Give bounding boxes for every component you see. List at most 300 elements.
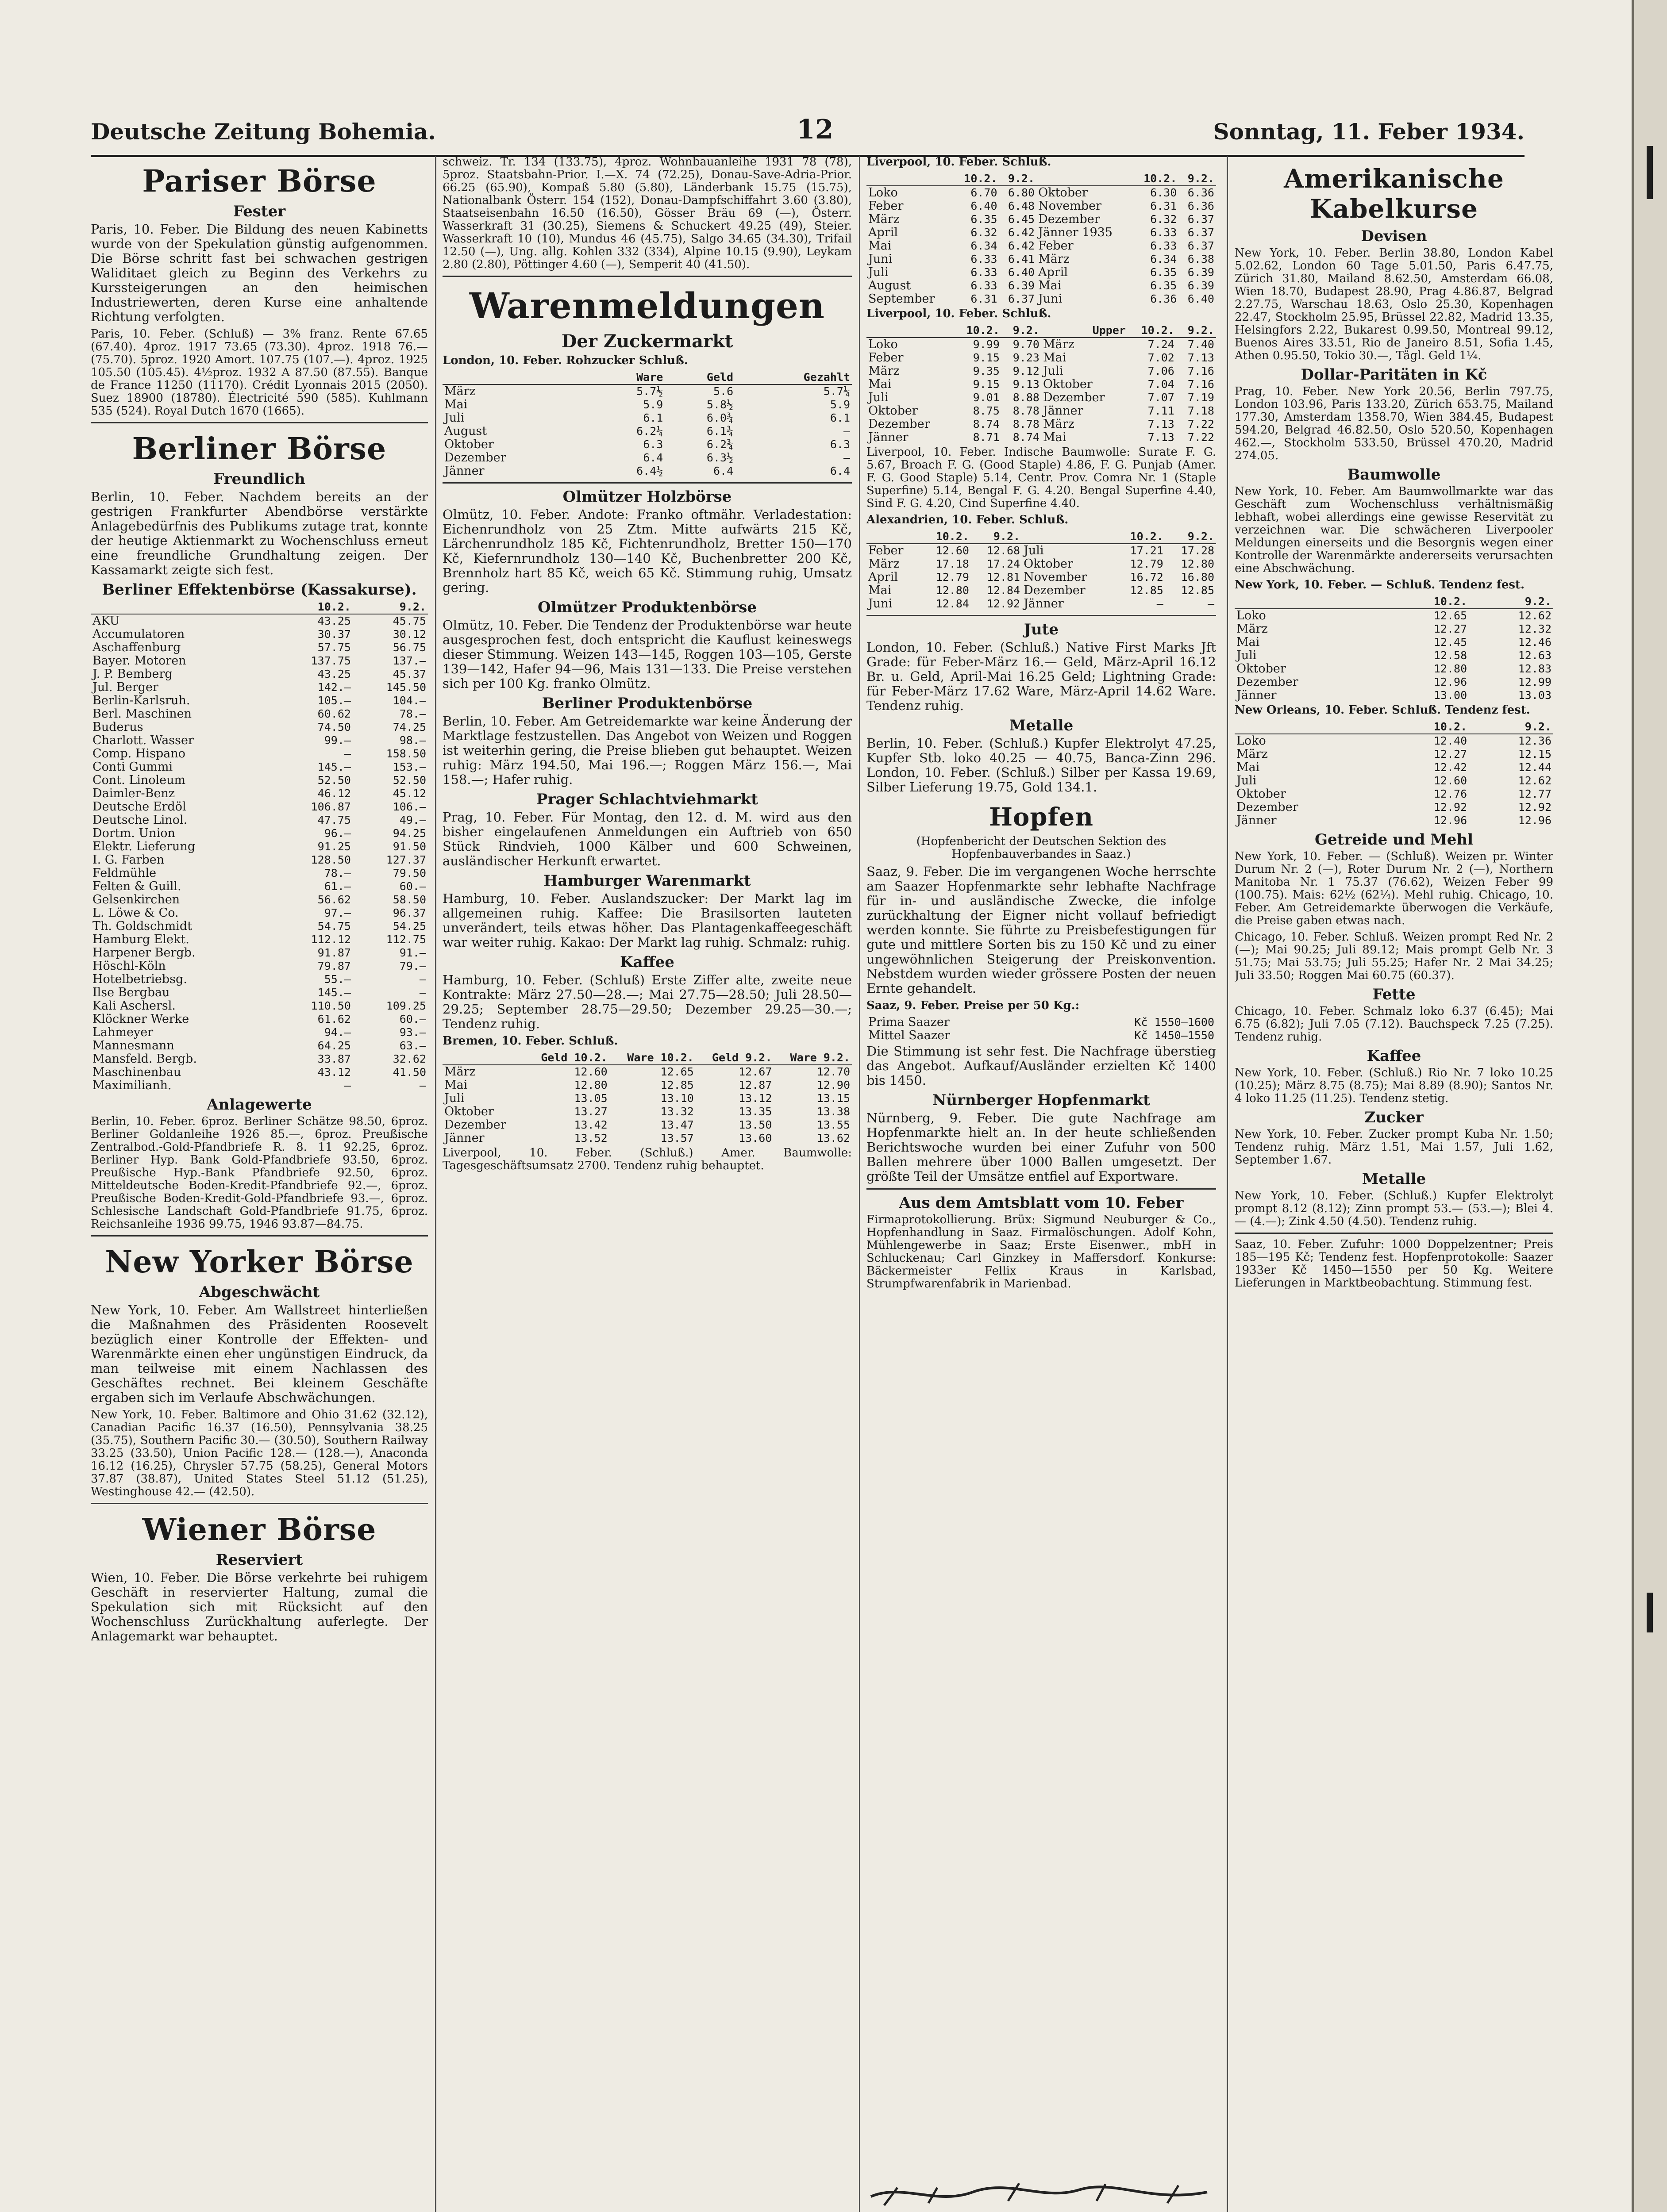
table-row xyxy=(866,584,1216,597)
table-row xyxy=(866,253,1216,266)
table-cell: 7.19 xyxy=(1187,391,1214,404)
table-row xyxy=(443,1132,852,1145)
table-cell: 7.04 xyxy=(1147,378,1174,391)
table-row xyxy=(1235,622,1553,636)
table-cell: 6.30 xyxy=(1150,186,1177,199)
table-cell: Cont. Linoleum xyxy=(92,773,186,787)
binding-mark xyxy=(1647,146,1653,199)
table-cell: Dezember xyxy=(444,1118,506,1132)
table-cell: 142.— xyxy=(317,681,351,694)
table-row xyxy=(866,266,1216,279)
table-cell: Charlott. Wasser xyxy=(92,733,194,747)
table-cell: 6.33 xyxy=(970,253,997,265)
table-cell: Berlin-Karlsruh. xyxy=(92,694,190,707)
table-cell: 13.27 xyxy=(574,1105,608,1118)
table-cell: 12.58 xyxy=(1433,649,1467,662)
table-cell: 6.40 xyxy=(970,200,997,212)
table-cell: 6.1 xyxy=(830,411,850,424)
table-cell: Oktober xyxy=(1236,787,1286,801)
table-cell: 127.37 xyxy=(386,853,426,866)
table-header-cell: 10.2. xyxy=(277,600,353,614)
table-cell: April xyxy=(868,570,898,584)
table-cell: 6.35 xyxy=(1150,266,1177,279)
cotton-table xyxy=(866,530,1216,611)
table-header-cell: Geld 10.2. xyxy=(523,1051,609,1065)
table-cell: 5.7¼ xyxy=(823,385,850,398)
table-cell: Loko xyxy=(868,338,898,351)
table-caption: Liverpool, 10. Feber. Schluß. xyxy=(866,156,1051,169)
table-cell: 60.— xyxy=(399,880,426,893)
table-cell: Jänner xyxy=(444,1131,485,1145)
table-cell: Feber xyxy=(1038,239,1074,253)
table-row xyxy=(91,1066,428,1079)
section-subtitle: Kaffee xyxy=(620,953,674,971)
table-cell: 6.80 xyxy=(1008,186,1035,199)
table-caption: Alexandrien, 10. Feber. Schluß. xyxy=(866,513,1069,526)
table-cell: 104.— xyxy=(393,694,426,707)
binding-mark xyxy=(1647,1593,1653,1632)
table-cell: Feber xyxy=(868,199,904,213)
table-row xyxy=(91,920,428,933)
table-cell: 12.79 xyxy=(936,571,969,584)
table-cell: 12.77 xyxy=(1518,787,1552,800)
table-header-cell: 10.2. xyxy=(1133,172,1178,186)
table-cell: 12.80 xyxy=(574,1079,608,1091)
table-cell: 6.31 xyxy=(970,292,997,305)
table-row xyxy=(866,200,1216,213)
table-cell: Juli xyxy=(444,1091,465,1105)
table-cell: 7.06 xyxy=(1147,365,1174,377)
table-cell: 145.— xyxy=(317,986,351,999)
table-cell: Mai xyxy=(1038,279,1062,292)
table-cell: 106.— xyxy=(393,800,426,813)
section-subtitle: Fette xyxy=(1372,986,1416,1003)
table-cell: 56.75 xyxy=(393,641,426,654)
table-row xyxy=(91,814,428,827)
divider xyxy=(866,615,1216,616)
article-text: London, 10. Feber. (Schluß.) Native First Marks Jft Grade: für Feber-März 16.— Geld, März-April 16.12 Br. u. Geld, April-Mai 16.25 Geld; Lightning Grade: für Feber-März 17.62 Ware, März-April 14.62 Ware. Tendenz ruhig. xyxy=(866,640,1216,713)
table-cell: 8.74 xyxy=(1013,431,1039,444)
table-cell: März xyxy=(1038,252,1070,266)
table-cell: Aschaffenburg xyxy=(92,641,181,654)
table-cell: 6.1 xyxy=(643,411,663,424)
table-cell: Jänner xyxy=(1024,597,1064,611)
table-cell: März xyxy=(444,1065,476,1079)
table-cell: 12.92 xyxy=(1433,801,1467,814)
table-row xyxy=(866,279,1216,292)
table-cell: 112.75 xyxy=(386,933,426,946)
table-header-cell: Geld xyxy=(665,371,735,384)
table-cell: Juni xyxy=(1038,292,1063,306)
table-cell: 13.60 xyxy=(739,1132,772,1144)
table-row xyxy=(91,800,428,814)
table-cell: — xyxy=(419,986,426,999)
table-cell: 79.— xyxy=(399,960,426,972)
section-title: Warenmeldungen xyxy=(469,285,825,326)
table-row xyxy=(91,614,428,628)
table-cell: 43.12 xyxy=(317,1066,351,1079)
table-cell: 79.87 xyxy=(317,960,351,972)
table-cell: 96.— xyxy=(324,827,351,840)
table-row xyxy=(91,999,428,1013)
table-cell: 110.50 xyxy=(311,999,351,1012)
table-header-cell xyxy=(443,1051,523,1065)
table-cell: 7.02 xyxy=(1147,351,1174,364)
table-cell: Juli xyxy=(444,411,465,425)
table-cell: 12.92 xyxy=(1518,801,1552,814)
table-cell: 6.36 xyxy=(1187,186,1214,199)
table-cell: 12.60 xyxy=(936,544,969,557)
hops-price-table xyxy=(866,1016,1216,1042)
table-header-cell: 9.2. xyxy=(1469,720,1553,734)
table-cell: 9.35 xyxy=(973,365,1000,377)
table-row xyxy=(866,292,1216,306)
table-row xyxy=(91,1013,428,1026)
table-cell: 94.— xyxy=(324,1026,351,1039)
table-cell: 8.78 xyxy=(1013,418,1039,430)
article-text: Paris, 10. Feber. Die Bildung des neuen Kabinetts wurde von der Spekulation günstig aufgenommen. Die Börse schritt fast bei schwachen gestrigen Waliditaet gleich zu Beginn des Verkehrs zu Kurssteigerungen an den heimischen Industriewerten, deren Kurse eine anhaltende Richtung verfolgten. xyxy=(91,222,428,324)
table-cell: — xyxy=(1156,597,1163,610)
column-1 xyxy=(91,156,428,2212)
table-cell: 78.— xyxy=(324,867,351,879)
table-cell: 7.16 xyxy=(1187,365,1214,377)
table-cell: 6.36 xyxy=(1150,292,1177,305)
table-row xyxy=(91,880,428,893)
table-row xyxy=(91,694,428,707)
table-cell: April xyxy=(868,226,898,239)
table-header-cell: 9.2. xyxy=(971,530,1022,544)
divider xyxy=(91,1235,428,1237)
table-cell: 12.85 xyxy=(1181,584,1214,597)
table-header-cell: 10.2. xyxy=(953,172,999,186)
table-row xyxy=(1235,734,1553,748)
table-cell: 13.57 xyxy=(660,1132,694,1144)
table-cell: März xyxy=(1236,747,1268,761)
table-cell: 30.12 xyxy=(393,628,426,641)
table-cell: 12.27 xyxy=(1433,622,1467,635)
table-cell: 7.13 xyxy=(1147,418,1174,430)
table-cell: 93.— xyxy=(399,1026,426,1039)
column-2 xyxy=(443,156,852,2212)
table-cell: 63.— xyxy=(399,1039,426,1052)
table-cell: 7.13 xyxy=(1187,351,1214,364)
section-title: Berliner Börse xyxy=(132,431,387,467)
table-cell: März xyxy=(868,212,900,226)
table-cell: 52.50 xyxy=(317,774,351,787)
table-cell: Oktober xyxy=(1043,377,1093,391)
table-row xyxy=(443,451,852,465)
table-row xyxy=(866,404,1216,418)
table-row xyxy=(443,425,852,438)
table-cell: Juli xyxy=(1043,364,1063,378)
cotton-table xyxy=(1235,595,1553,702)
table-cell: Jänner xyxy=(1043,404,1083,418)
section-subtitle: Berliner Produktenbörse xyxy=(542,695,753,712)
table-cell: Th. Goldschmidt xyxy=(92,919,192,933)
table-row xyxy=(866,351,1216,365)
stock-table xyxy=(91,600,428,1092)
table-cell: 7.07 xyxy=(1147,391,1174,404)
article-text: New York, 10. Feber. Zucker prompt Kuba Nr. 1.50; Tendenz ruhig. März 1.51, Mai 1.57, Juli 1.62, September 1.67. xyxy=(1235,1128,1553,1167)
table-cell: 12.32 xyxy=(1518,622,1552,635)
table-row xyxy=(91,960,428,973)
table-cell: 12.15 xyxy=(1518,748,1552,760)
article-text: Prag, 10. Feber. Für Montag, den 12. d. M. wird aus den bisher eingelaufenen Anmeldungen ein Auftrieb von 650 Stück Rindvieh, 1000 Kälber und 600 Schweinen, ausländischer Herkunft erwartet. xyxy=(443,810,852,868)
table-cell: 12.40 xyxy=(1433,734,1467,747)
table-row xyxy=(1235,662,1553,676)
table-cell: 6.35 xyxy=(1150,279,1177,292)
section-subtitle: Nürnberger Hopfenmarkt xyxy=(932,1091,1150,1109)
section-subtitle: Metalle xyxy=(1362,1170,1426,1188)
table-cell: November xyxy=(1024,570,1087,584)
table-cell: 61.— xyxy=(324,880,351,893)
table-cell: 158.50 xyxy=(386,747,426,760)
page-binding-edge xyxy=(1632,0,1667,2212)
table-cell: 94.25 xyxy=(393,827,426,840)
table-cell: 12.65 xyxy=(660,1065,694,1078)
table-header-row xyxy=(443,1051,852,1065)
table-cell: — xyxy=(419,973,426,986)
table-cell: 12.99 xyxy=(1518,676,1552,688)
section-subtitle: (Hopfenbericht der Deutschen Sektion des Hopfenbauverbandes in Saaz.) xyxy=(916,835,1167,861)
article-text: Die Stimmung ist sehr fest. Die Nachfrage überstieg das Angebot. Aufkauf/Ausländer erzielten Kč 1400 bis 1450. xyxy=(866,1044,1216,1088)
table-cell: 13.15 xyxy=(816,1092,850,1105)
table-cell: 91.— xyxy=(399,946,426,959)
table-row xyxy=(1235,649,1553,662)
table-cell: 6.45 xyxy=(1008,213,1035,226)
table-row xyxy=(91,641,428,654)
table-cell: — xyxy=(843,425,850,438)
table-header-cell: Ware 9.2. xyxy=(774,1051,852,1065)
cotton-table xyxy=(443,1051,852,1145)
table-cell: 7.13 xyxy=(1147,431,1174,444)
table-row xyxy=(1235,748,1553,761)
table-cell: 9.99 xyxy=(973,338,1000,351)
article-text: Hamburg, 10. Feber. Auslandszucker: Der Markt lag im allgemeinen ruhig. Kaffee: Die Brasilsorten lauteten unverändert, teils etwas höher. Das Plantagenkaffeegeschäft war weiter ruhig. Kakao: Der Markt lag ruhig. Schmalz: ruhig. xyxy=(443,891,852,950)
table-cell: 61.62 xyxy=(317,1013,351,1025)
article-text: Firmaprotokollierung. Brüx: Sigmund Neuburger & Co., Hopfenhandlung in Saaz. Firmalöschungen. Adolf Kohn, Mühlengewerbe in Saaz; Erste Eisenwer., mbH in Schluckenau; Carl Ginzkey in Maffersdorf. Konkurse: Bäckermeister Fellix Kraus in Karlsbad, Strumpfwarenfabrik in Marienbad. xyxy=(866,1213,1216,1290)
table-row xyxy=(1235,761,1553,774)
table-row xyxy=(443,1065,852,1079)
section-subtitle: Baumwolle xyxy=(1347,466,1441,484)
table-cell: Juli xyxy=(868,265,889,279)
table-cell: 60.62 xyxy=(317,707,351,720)
table-cell: — xyxy=(843,451,850,464)
table-cell: 6.39 xyxy=(1187,279,1214,292)
table-cell: 12.85 xyxy=(660,1079,694,1091)
table-cell: 54.25 xyxy=(393,920,426,933)
table-cell: 54.75 xyxy=(317,920,351,933)
table-header-cell xyxy=(866,172,953,186)
binding-shadow xyxy=(1632,0,1634,2212)
table-row xyxy=(91,893,428,906)
table-cell: 64.25 xyxy=(317,1039,351,1052)
table-row xyxy=(91,1039,428,1052)
table-cell: 6.35 xyxy=(970,213,997,226)
article-text: New York, 10. Feber. (Schluß.) Kupfer Elektrolyt prompt 8.12 (8.12); Zinn prompt 53.— (53.—); Blei 4.— (4.—); Zink 4.50 (4.50). Tendenz ruhig. xyxy=(1235,1189,1553,1228)
article-text: New York, 10. Feber. Baltimore and Ohio 31.62 (32.12), Canadian Pacific 16.37 (16.50), Pennsylvania 38.25 (35.75), Southern Pacific 30.— (30.50), Southern Railway 33.25 (33.50), Union Pacific 128.— (128.—), Anaconda 16.12 (16.25), Chrysler 57.75 (58.25), General Motors 37.87 (38.87), United States Steel 51.12 (51.25), Westinghouse 42.— (42.50). xyxy=(91,1408,428,1498)
table-header-cell: 9.2. xyxy=(1178,172,1216,186)
table-cell: Juni xyxy=(868,252,893,266)
table-caption: New Orleans, 10. Feber. Schluß. Tendenz fest. xyxy=(1235,703,1530,717)
section-title: Hopfen xyxy=(989,803,1093,832)
table-cell: 12.90 xyxy=(816,1079,850,1091)
article-text: New York, 10. Feber. Berlin 38.80, London Kabel 5.02.62, London 60 Tage 5.01.50, Paris 6.47.75, Zürich 31.80, Mailand 8.62.50, Amsterdam 66.08, Wien 18.70, Budapest 28.90, Prag 4.86.87, Belgrad 2.27.75, Warschau 18.63, Oslo 25.30, Kopenhagen 22.47, Stockholm 25.95, Brüssel 22.82, Madrid 13.35, Helsingfors 2.22, Bukarest 0.99.50, Montreal 99.12, Buenos Aires 33.51, Rio de Janeiro 8.51, Sofia 1.45, Athen 0.95.50, Tokio 30.—, Tägl. Geld 1¼. xyxy=(1235,246,1553,362)
table-row xyxy=(91,774,428,787)
table-cell: 12.92 xyxy=(986,597,1020,610)
table-cell: 56.62 xyxy=(317,893,351,906)
section-subtitle: Aus dem Amtsblatt vom 10. Feber xyxy=(899,1194,1184,1212)
table-header-cell: 10.2. xyxy=(1384,720,1469,734)
table-cell: — xyxy=(419,1079,426,1092)
table-cell: Mannesmann xyxy=(92,1039,174,1052)
table-cell: Dezember xyxy=(1038,212,1100,226)
table-cell: 6.41 xyxy=(1008,253,1035,265)
table-cell: Kč 1550—1600 xyxy=(1134,1016,1214,1029)
table-cell: 7.18 xyxy=(1187,404,1214,417)
table-header-cell: 10.2. xyxy=(953,324,1001,338)
table-cell: 9.23 xyxy=(1013,351,1039,364)
section-title: New Yorker Börse xyxy=(105,1244,414,1280)
table-row xyxy=(91,986,428,999)
table-cell: 12.60 xyxy=(1433,774,1467,787)
table-cell: Mai xyxy=(444,398,468,411)
table-cell: 12.45 xyxy=(1433,636,1467,649)
table-cell: Lahmeyer xyxy=(92,1025,154,1039)
table-header-cell: Upper xyxy=(1041,324,1128,338)
table-cell: 9.01 xyxy=(973,391,1000,404)
table-row xyxy=(866,1016,1216,1029)
table-cell: Loko xyxy=(868,186,898,200)
article-text: Liverpool, 10. Feber. Indische Baumwolle: Surate F. G. 5.67, Broach F. G. (Good Staple) 4.86, F. G. Punjab (Amer. F. G. Good Staple) 5.14, Centr. Prov. Comra Nr. 1 (Staple Superfine) 5.14, Bengal F. G. 4.20. Bengal Superfine 4.40, Sind F. G. 4.20, Cind Superfine 4.40. xyxy=(866,445,1216,510)
table-caption: New York, 10. Feber. — Schluß. Tendenz fest. xyxy=(1235,578,1525,591)
section-subtitle: Dollar-Paritäten in Kč xyxy=(1301,366,1487,384)
table-row xyxy=(866,544,1216,557)
table-cell: 6.32 xyxy=(970,226,997,239)
table-header-cell xyxy=(91,600,277,614)
table-cell: Gelsenkirchen xyxy=(92,893,180,906)
table-cell: 12.68 xyxy=(986,544,1020,557)
table-header-row xyxy=(91,600,428,614)
table-cell: 43.25 xyxy=(317,668,351,680)
article-text: Berlin, 10. Feber. Nachdem bereits an der gestrigen Frankfurter Abendbörse verstärkte Anlagebedürfnis des Publikums zutage trat, konnte der heutige Aktienmarkt zu Wochenschluss erneut eine freundliche Grundhaltung zeigen. Der Kassamarkt zeigte sich fest. xyxy=(91,489,428,577)
table-cell: 12.79 xyxy=(1130,557,1163,570)
table-header-cell xyxy=(866,530,920,544)
article-text: Berlin, 10. Feber. Am Getreidemarkte war keine Änderung der Marktlage festzustellen. Das Angebot von Weizen und Roggen ist weiterhin gering, die Preise blieben gut behauptet. Weizen ruhig: März 194.50, Mai 196.—; Roggen März 156.—, Mai 158.—; Hafer ruhig. xyxy=(443,714,852,787)
table-cell: Juli xyxy=(1236,649,1257,662)
table-cell: 45.37 xyxy=(393,668,426,680)
table-cell: 12.46 xyxy=(1518,636,1552,649)
article-text: schweiz. Tr. 134 (133.75), 4proz. Wohnbauanleihe 1931 78 (78), 5proz. Staatsbahn-Prior. I.—X. 74 (72.25), Donau-Save-Adria-Prior. 66.25 (65.90), Kompaß 5.80 (5.80), Länderbank 15.75 (15.75), Nationalbank Österr. 154 (152), Donau-Dampfschiffahrt 3.60 (3.80), Staatseisenbahn 16.50 (16.50), Gösser Bräu 69 (—), Österr. Wasserkraft 31 (30.25), Siemens & Schuckert 49.25 (49), Steier. Wasserkraft 10 (10), Mundus 46 (45.75), Salgo 34.65 (34.30), Trifail 12.50 (—), Ung. allg. Kohlen 332 (334), Alpine 10.15 (9.90), Leykam 2.80 (2.80), Pöttinger 4.60 (—), Semperit 40 (41.50). xyxy=(443,156,852,271)
table-cell: 12.70 xyxy=(816,1065,850,1078)
table-row xyxy=(443,398,852,411)
table-cell: 6.33 xyxy=(970,279,997,292)
table-cell: Daimler-Benz xyxy=(92,787,175,800)
table-cell: 58.50 xyxy=(393,893,426,906)
table-row xyxy=(866,378,1216,391)
table-cell: 6.4 xyxy=(643,451,663,464)
article-text: Berlin, 10. Feber. 6proz. Berliner Schätze 98.50, 6proz. Berliner Goldanleihe 1926 85.—, 6proz. Preußische Zentralbod.-Gold-Pfandbriefe R. 8. 11 92.25, 6proz. Berliner Hyp. Bank Gold-Pfandbriefe 93.50, 6proz. Preußische Hyp.-Bank Pfandbriefe 92.50, 6proz. Mitteldeutsche Boden-Kredit-Pfandbriefe 92.—, 6proz. Preußische Boden-Kredit-Gold-Pfandbriefe 93.—, 6proz. Schlesische Landschaft Gold-Pfandbriefe 91.75, 6proz. Reichsanleihe 1936 99.75, 1946 93.87—84.75. xyxy=(91,1115,428,1231)
table-cell: 32.62 xyxy=(393,1052,426,1065)
table-cell: 9.15 xyxy=(973,378,1000,391)
table-cell: 8.75 xyxy=(973,404,1000,417)
table-cell: 9.13 xyxy=(1013,378,1039,391)
table-cell: Mai xyxy=(1236,635,1260,649)
table-cell: Mai xyxy=(868,377,892,391)
table-cell: 12.42 xyxy=(1433,761,1467,774)
table-cell: 6.70 xyxy=(970,186,997,199)
table-cell: 6.36 xyxy=(1187,200,1214,212)
table-cell: 13.00 xyxy=(1433,689,1467,702)
section-subtitle: Olmützer Produktenbörse xyxy=(537,599,757,616)
section-title: Pariser Börse xyxy=(142,164,377,199)
table-header-cell: Geld 9.2. xyxy=(696,1051,774,1065)
table-row xyxy=(91,827,428,840)
table-row xyxy=(443,411,852,425)
section-subtitle: Reserviert xyxy=(216,1551,303,1569)
table-cell: Elektr. Lieferung xyxy=(92,840,196,853)
table-cell: Mai xyxy=(444,1078,468,1092)
table-row xyxy=(866,213,1216,226)
table-cell: 12.67 xyxy=(739,1065,772,1078)
table-cell: 45.75 xyxy=(393,614,426,627)
section-subtitle: Abgeschwächt xyxy=(199,1283,320,1301)
table-cell: Maximilianh. xyxy=(92,1079,172,1092)
table-cell: Berl. Maschinen xyxy=(92,707,192,721)
table-cell: 12.76 xyxy=(1433,787,1467,800)
table-cell: 16.72 xyxy=(1130,571,1163,584)
table-cell: 60.— xyxy=(399,1013,426,1025)
table-row xyxy=(443,1092,852,1105)
table-cell: 17.24 xyxy=(986,557,1020,570)
article-text: New York, 10. Feber. (Schluß.) Rio Nr. 7 loko 10.25 (10.25); März 8.75 (8.75); Mai 8.89 (8.90); Santos Nr. 4 loko 11.25 (11.25). Tendenz stetig. xyxy=(1235,1066,1553,1105)
table-cell: L. Löwe & Co. xyxy=(92,906,179,920)
table-cell: August xyxy=(868,279,911,292)
article-text: New York, 10. Feber. Am Baumwollmarkte war das Geschäft zum Wochenschluss verhältnismäßig lebhaft, wobei allerdings eine gewisse Reservität zu verzeichnen war. Die schwächeren Liverpooler Meldungen einerseits und die Besorgnis wegen einer Kontrolle der Warenmärkte andererseits verursachten eine Abschwächung. xyxy=(1235,485,1553,575)
table-row xyxy=(1235,676,1553,689)
table-cell: 43.25 xyxy=(317,614,351,627)
table-cell: 6.3½ xyxy=(706,451,734,464)
section-subtitle: Hamburger Warenmarkt xyxy=(543,872,751,890)
table-cell: Dezember xyxy=(868,417,930,431)
table-cell: 6.42 xyxy=(1008,239,1035,252)
table-cell: Comp. Hispano xyxy=(92,747,186,760)
table-cell: 5.6 xyxy=(713,385,734,398)
table-cell: 45.12 xyxy=(393,787,426,800)
table-cell: 6.2¼ xyxy=(636,425,663,438)
table-cell: 12.27 xyxy=(1433,748,1467,760)
table-cell: 17.28 xyxy=(1181,544,1214,557)
divider xyxy=(1235,1233,1553,1234)
table-cell: März xyxy=(1043,417,1074,431)
table-cell: 12.80 xyxy=(1433,662,1467,675)
table-cell: J. P. Bemberg xyxy=(92,667,173,681)
table-cell: 12.85 xyxy=(1130,584,1163,597)
table-cell: 128.50 xyxy=(311,853,351,866)
table-header-cell: 10.2. xyxy=(1128,324,1176,338)
table-header-cell: 9.2. xyxy=(999,172,1037,186)
table-header-cell xyxy=(1235,595,1384,609)
table-row xyxy=(866,338,1216,351)
table-cell: Oktober xyxy=(444,438,494,451)
table-caption: London, 10. Feber. Rohzucker Schluß. xyxy=(443,354,688,367)
divider xyxy=(443,276,852,277)
table-cell: Höschl-Köln xyxy=(92,959,166,973)
table-row xyxy=(866,365,1216,378)
table-cell: September xyxy=(868,292,935,306)
table-cell: Accumulatoren xyxy=(92,627,185,641)
table-header-cell: 10.2. xyxy=(920,530,971,544)
